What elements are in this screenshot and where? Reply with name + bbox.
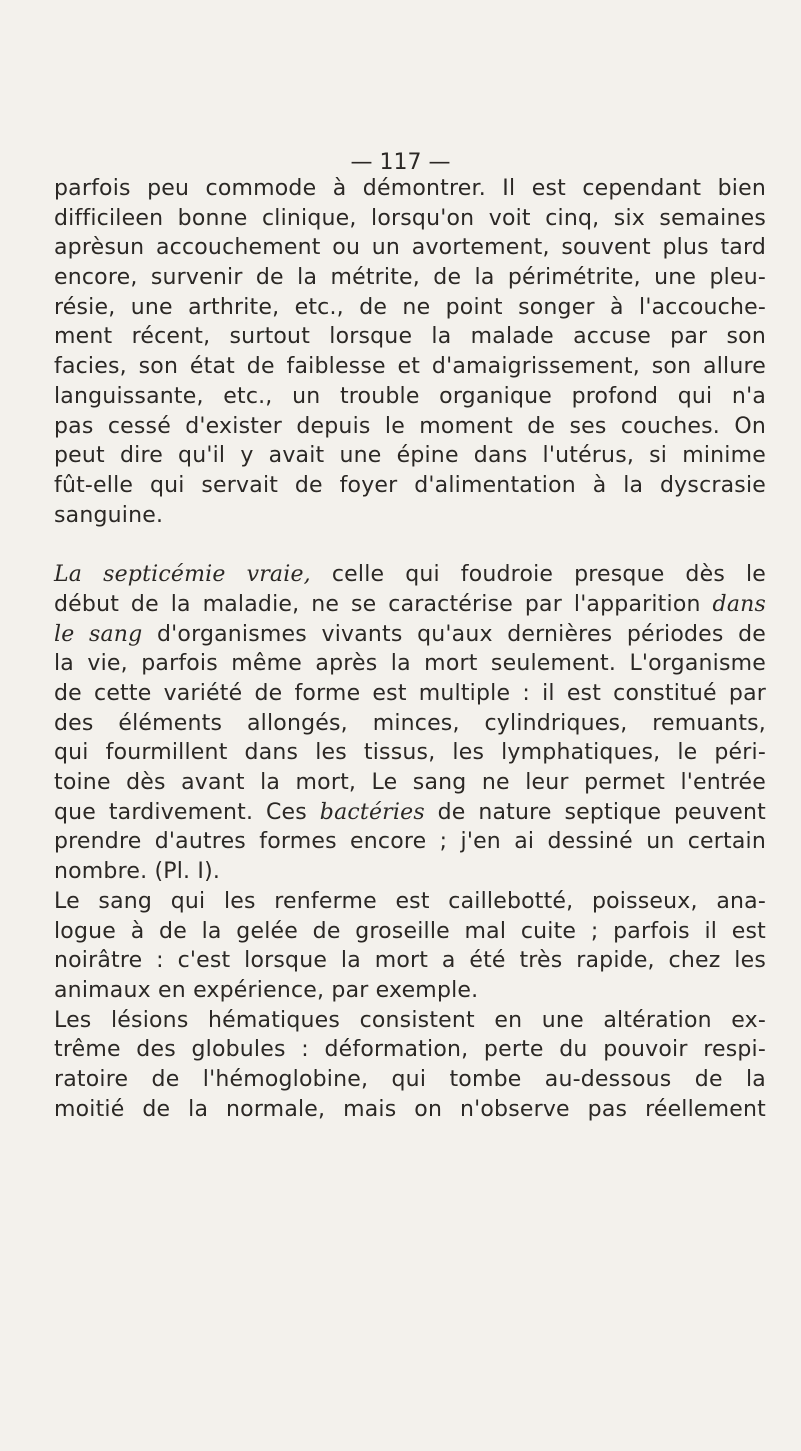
text-span: celle qui foudroie presque dès le — [310, 562, 767, 588]
text-line: moitié de la normale, mais on n'observe pas réellement — [54, 1096, 766, 1122]
page-body — [54, 174, 766, 1124]
text-line: prendre d'autres formes encore ; j'en ai dessiné un certain — [54, 829, 766, 855]
italic-term: bactéries — [319, 799, 425, 825]
text-span: d'organismes vivants qu'aux dernières périodes de — [142, 621, 767, 647]
text-line: résie, une arthrite, etc., de ne point songer à l'accouche- — [54, 294, 766, 320]
italic-term: dans — [712, 591, 766, 617]
text-line: qui fourmillent dans les tissus, les lymphatiques, le péri- — [54, 740, 766, 766]
text-line: toine dès avant la mort, Le sang ne leur permet l'entrée — [54, 770, 766, 796]
paragraph-gap — [54, 530, 766, 560]
paragraph-3 — [54, 887, 766, 1006]
text-line: des éléments allongés, minces, cylindriques, remuants, — [54, 710, 766, 736]
italic-term: La septicémie vraie, — [54, 562, 311, 588]
text-line — [54, 798, 766, 828]
text-line — [54, 590, 766, 620]
text-line: difficileen bonne clinique, lorsqu'on voit cinq, six semaines — [54, 205, 766, 231]
text-line: la vie, parfois même après la mort seulement. L'organisme — [54, 651, 766, 677]
text-line: facies, son état de faiblesse et d'amaigrissement, son allure — [54, 354, 766, 380]
paragraph-1 — [54, 174, 766, 530]
text-line: trême des globules : déformation, perte du pouvoir respi- — [54, 1037, 766, 1063]
text-line: aprèsun accouchement ou un avortement, souvent plus tard — [54, 235, 766, 261]
text-line: languissante, etc., un trouble organique profond qui n'a — [54, 383, 766, 409]
text-line: Les lésions hématiques consistent en une altération ex- — [54, 1007, 766, 1033]
text-line: nombre. (Pl. I). — [54, 859, 221, 885]
text-line: logue à de la gelée de groseille mal cuite ; parfois il est — [54, 918, 766, 944]
paragraph-4 — [54, 1006, 766, 1125]
text-line: pas cessé d'exister depuis le moment de ses couches. On — [54, 413, 766, 439]
text-line: animaux en expérience, par exemple. — [54, 977, 479, 1003]
text-line: peut dire qu'il y avait une épine dans l'utérus, si minime — [54, 443, 766, 469]
text-span: que tardivement. Ces — [54, 799, 320, 825]
italic-term: le sang — [54, 621, 143, 647]
paragraph-2 — [54, 560, 766, 887]
text-line: ment récent, surtout lorsque la malade accuse par son — [54, 324, 766, 350]
text-line: fût-elle qui servait de foyer d'alimentation à la dyscrasie — [54, 472, 766, 498]
text-line: de cette variété de forme est multiple : il est constitué par — [54, 681, 766, 706]
text-line: ratoire de l'hémoglobine, qui tombe au-dessous de la — [54, 1066, 766, 1092]
page-number: — 117 — — [350, 150, 451, 175]
text-line: noirâtre : c'est lorsque la mort a été très rapide, chez les — [54, 948, 766, 974]
text-line — [54, 620, 766, 650]
text-line: sanguine. — [54, 502, 164, 528]
text-line — [54, 560, 766, 590]
text-span: de nature septique peuvent — [424, 799, 766, 825]
text-span: début de la maladie, ne se caractérise par l'apparition — [54, 591, 713, 617]
text-line: encore, survenir de la métrite, de la périmétrite, une pleu- — [54, 265, 766, 291]
text-line: Le sang qui les renferme est caillebotté, poisseux, ana- — [54, 888, 766, 914]
text-line: parfois peu commode à démontrer. Il est cependant bien — [54, 176, 766, 201]
